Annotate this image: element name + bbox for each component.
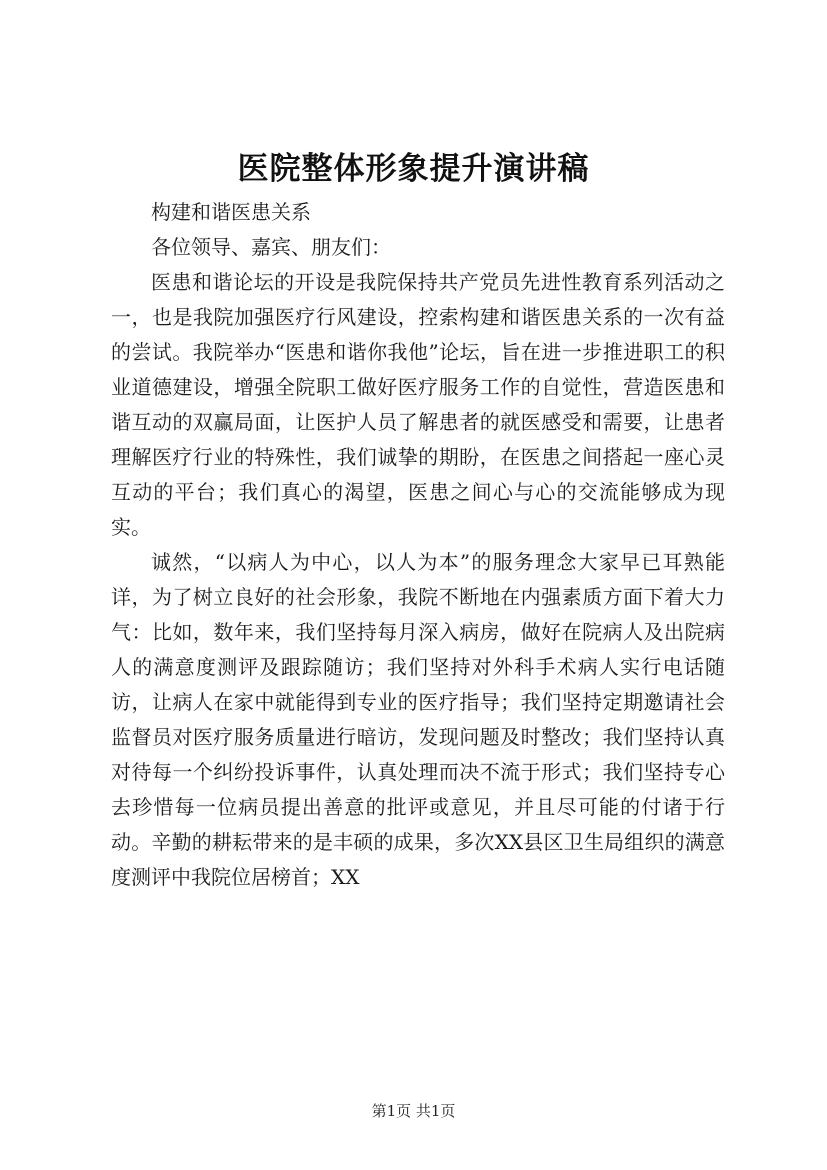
salutation: 各位领导、嘉宾、朋友们： [151, 235, 391, 259]
document-subtitle: 构建和谐医患关系 [151, 200, 311, 224]
paragraph-2: 诚然，“以病人为中心，以人为本”的服务理念大家早已耳熟能详，为了树立良好的社会形象，我院不断地在内强素质方面下着大力气：比如，数年来，我们坚持每月深入病房，做好在院病人及出院病人的满意度测评及跟踪随访；我们坚持对外科手术病人实行电话随访，让病人在家中就能得到专业的医疗指导；我们坚持定期邀请社会监督员对医疗服务质量进行暗访，发现问题及时整改；我们坚持认真对待每一个纠纷投诉事件，认真处理而决不流于形式；我们坚持专心去珍惜每一位病员提出善意的批评或意见，并且尽可能的付诸于行动。辛勤的耕耘带来的是丰硕的成果，多次XX县区卫生局组织的满意度测评中我院位居榜首；XX [111, 550, 725, 889]
document-title: 医院整体形象提升演讲稿 [237, 151, 590, 187]
document-body [111, 195, 725, 895]
paragraph-1: 医患和谐论坛的开设是我院保持共产党员先进性教育系列活动之一，也是我院加强医疗行风建设，控索构建和谐医患关系的一次有益的尝试。我院举办“医患和谐你我他”论坛，旨在进一步推进职工的积业道德建设，增强全院职工做好医疗服务工作的自觉性，营造医患和谐互动的双赢局面，让医护人员了解患者的就医感受和需要，让患者理解医疗行业的特殊性，我们诚挚的期盼，在医患之间搭起一座心灵互动的平台；我们真心的渴望，医患之间心与心的交流能够成为现实。 [111, 270, 725, 539]
page-number-footer: 第1页 共1页 [371, 1102, 456, 1120]
